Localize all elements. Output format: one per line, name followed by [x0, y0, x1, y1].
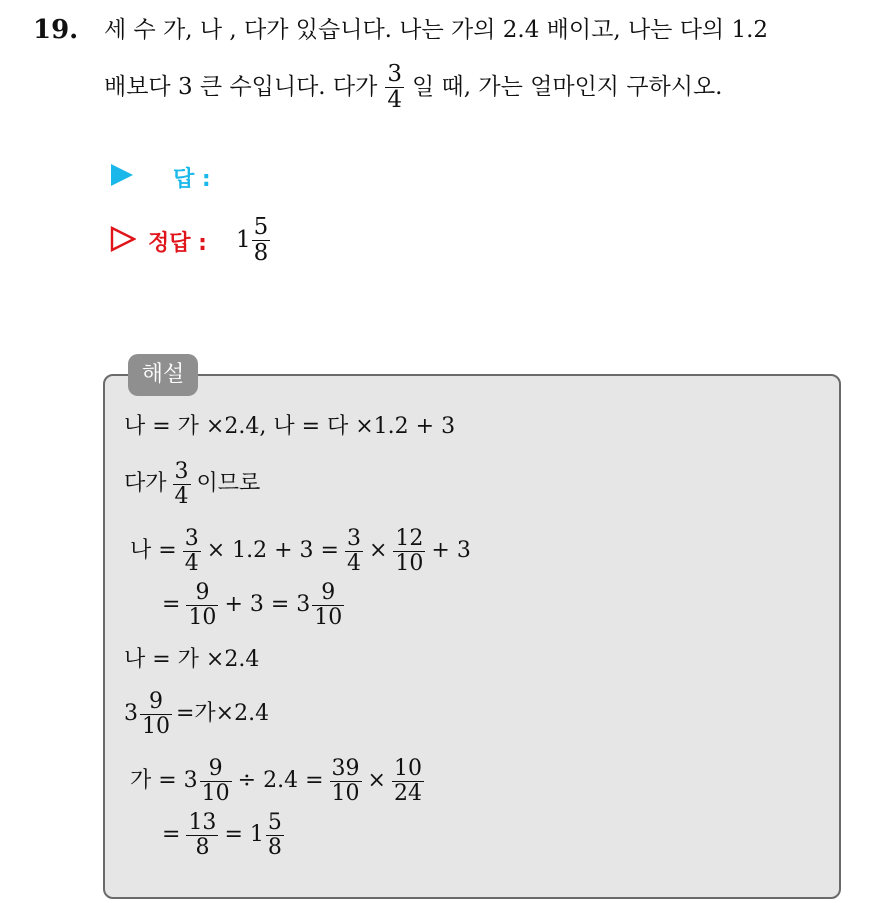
equals-sign: =: [162, 822, 181, 847]
solution-line-4-fraction-2: [312, 581, 344, 628]
correct-answer-whole: 1: [236, 226, 251, 253]
fraction-numerator: 3: [387, 61, 403, 88]
solution-line-6: [124, 685, 269, 743]
answer-label: 답 :: [173, 167, 211, 192]
correct-answer-value: [236, 210, 273, 270]
multiply-sign: ×: [367, 768, 386, 793]
solution-line-3-end: + 3: [431, 538, 471, 563]
solution-tab: 해설: [128, 354, 198, 396]
correct-answer-label: 정답 :: [148, 231, 207, 256]
solution-line-8-fraction-1: [186, 811, 218, 858]
solution-line-3-fraction-1: [183, 527, 201, 574]
numerator: 10: [393, 756, 422, 782]
solution-line-4: [162, 576, 346, 634]
solution-line-7-fraction-2: [330, 757, 362, 804]
denominator: 8: [195, 834, 210, 860]
numerator: 3: [346, 526, 361, 552]
numerator: 13: [188, 810, 217, 836]
solution-line-2: [124, 455, 260, 513]
denominator: 10: [188, 604, 217, 630]
denominator: 4: [346, 550, 361, 576]
question-fraction: [385, 62, 404, 111]
multiply-sign: ×: [368, 538, 388, 563]
solution-line-2-start: 다가: [124, 471, 167, 496]
solution-line-3-fraction-2: [345, 527, 363, 574]
denominator: 10: [201, 780, 230, 806]
answer-triangle-icon: [110, 163, 134, 187]
numerator: 9: [186, 581, 218, 605]
question-line-1: 세 수 가, 나 , 다가 있습니다. 나는 가의 2.4 배이고, 나는 다의 1.2: [104, 17, 769, 43]
solution-line-6-fraction: [140, 690, 172, 737]
correct-numerator: 5: [253, 214, 269, 241]
denominator: 4: [174, 483, 189, 509]
solution-line-4-fraction-1: [186, 581, 218, 628]
solution-line-3-mid: × 1.2 + 3 =: [206, 538, 339, 563]
solution-line-2-end: 이므로: [196, 471, 261, 496]
numerator: 3: [174, 459, 189, 485]
solution-line-3-fraction-3: [393, 527, 425, 574]
denominator: 4: [184, 550, 199, 576]
fraction-denominator: 4: [387, 86, 403, 113]
numerator: 9: [200, 757, 232, 781]
equals-sign: =: [162, 592, 181, 617]
denominator: 24: [393, 780, 422, 806]
numerator: 5: [267, 810, 282, 836]
solution-line-6-whole: 3: [124, 701, 138, 726]
solution-line-8-mid: = 1: [224, 822, 264, 847]
solution-line-8: [162, 806, 286, 864]
denominator: 10: [142, 713, 170, 739]
solution-line-3-start: 나 =: [130, 538, 177, 563]
solution-line-1: 나 = 가 ×2.4, 나 = 다 ×1.2 + 3: [124, 414, 456, 439]
solution-line-7-mid: ÷ 2.4 =: [237, 768, 324, 793]
denominator: 10: [395, 550, 424, 576]
solution-line-2-fraction: [173, 460, 191, 507]
denominator: 10: [314, 604, 343, 630]
denominator: 10: [331, 780, 360, 806]
correct-denominator: 8: [253, 239, 269, 266]
numerator: 3: [184, 526, 199, 552]
numerator: 12: [395, 526, 424, 552]
solution-line-7-fraction-1: [200, 757, 232, 804]
solution-line-5: 나 = 가 ×2.4: [124, 647, 260, 672]
numerator: 39: [331, 756, 360, 782]
denominator: 8: [267, 834, 282, 860]
correct-triangle-outline-icon: [110, 226, 136, 252]
numerator: 9: [140, 690, 172, 714]
question-line-2-start: 배보다 3 큰 수입니다. 다가: [104, 73, 378, 100]
question-line-2-end: 일 때, 가는 얼마인지 구하시오.: [412, 73, 723, 100]
solution-line-6-end: =가×2.4: [176, 701, 270, 726]
correct-answer-fraction: [252, 215, 271, 264]
question-number: 19.: [33, 15, 79, 45]
solution-line-8-fraction-2: [266, 811, 284, 858]
solution-line-3: [130, 522, 471, 580]
solution-line-4-mid: + 3 = 3: [224, 592, 311, 617]
numerator: 9: [312, 581, 344, 605]
solution-line-7-start: 가 = 3: [130, 768, 198, 793]
solution-line-7: [130, 752, 430, 810]
question-line-2: [104, 57, 723, 117]
solution-line-7-fraction-3: [392, 757, 424, 804]
